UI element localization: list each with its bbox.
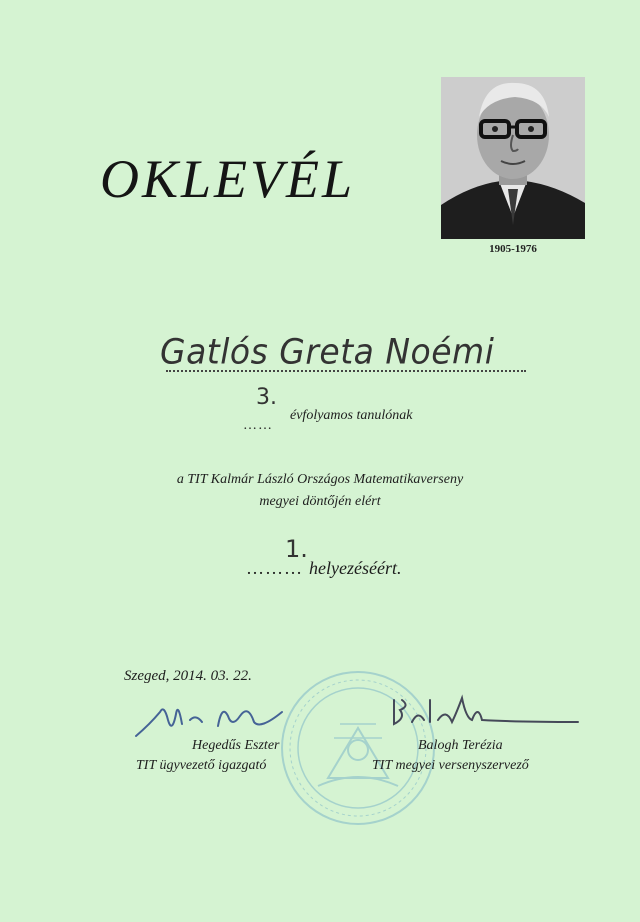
signer-left-role: TIT ügyvezető igazgató <box>136 758 267 773</box>
name-dotted-line <box>166 370 526 372</box>
signer-right-name: Balogh Terézia <box>418 738 503 753</box>
grade-number: 3. <box>256 385 277 410</box>
signer-right-role: TIT megyei versenyszervező <box>372 758 529 773</box>
competition-line-1: a TIT Kalmár László Országos Matematikaverseny <box>176 472 464 487</box>
certificate-title: OKLEVÉL <box>100 149 356 209</box>
signer-left-name: Hegedűs Eszter <box>192 738 280 753</box>
place-dots: ……… <box>246 558 303 578</box>
recipient-name: Gatlós Greta Noémi <box>160 331 495 372</box>
place-text: helyezéséért. <box>309 558 402 578</box>
signature-left <box>132 694 302 740</box>
grade-dots: …… <box>243 418 273 433</box>
competition-line-2: megyei döntőjén elért <box>259 494 381 509</box>
place-number: 1. <box>285 535 308 563</box>
portrait-photo <box>441 77 585 239</box>
location-date: Szeged, 2014. 03. 22. <box>124 668 252 684</box>
signature-right <box>386 692 586 732</box>
grade-text: évfolyamos tanulónak <box>290 408 413 423</box>
portrait-years: 1905-1976 <box>489 243 537 255</box>
portrait-image <box>441 77 585 239</box>
